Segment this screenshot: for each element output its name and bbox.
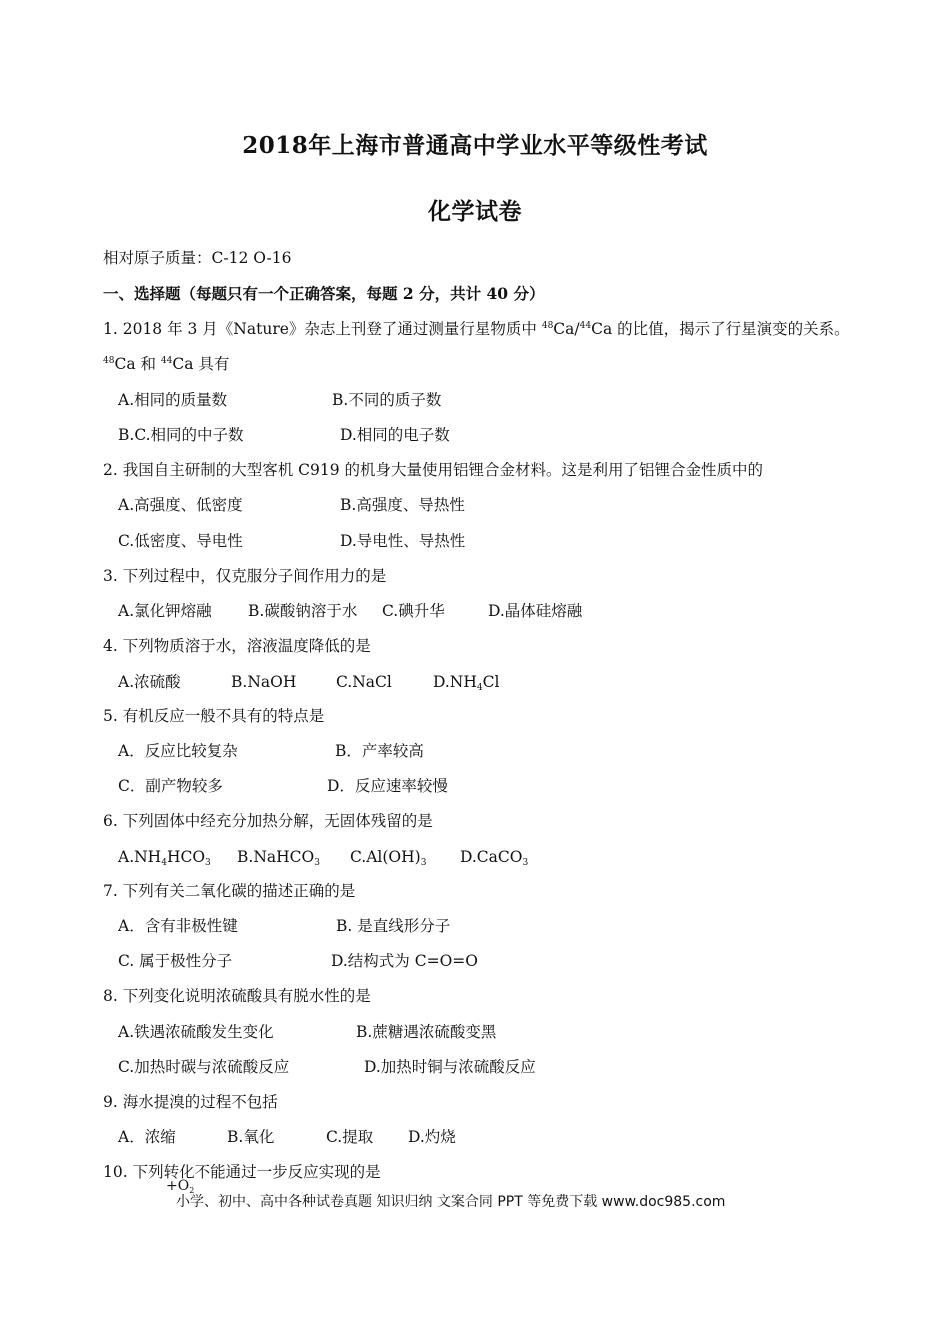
q5-option-c: C．副产物较多: [118, 777, 223, 795]
q2-option-c: C.低密度、导电性: [118, 532, 243, 550]
q4-optd-text-b: Cl: [482, 673, 500, 691]
page-subtitle: 化学试卷: [428, 198, 522, 225]
question-3-stem: 3. 下列过程中，仅克服分子间作用力的是: [103, 567, 387, 585]
question-1-stem-cont: [103, 354, 229, 374]
q3-option-a: A.氯化钾熔融: [118, 602, 212, 620]
o2-text: +O: [166, 1178, 190, 1194]
q6-opta-text: A.NH: [118, 848, 162, 866]
q4-optd-sub: 4: [476, 683, 483, 693]
q1-sup-4: 44: [160, 356, 173, 366]
q1-sup-3: 48: [103, 356, 115, 366]
q6-option-b: [237, 847, 320, 867]
q6-optd-sub: 3: [522, 858, 529, 868]
q1-text-c: Ca 的比值，揭示了行星演变的关系。: [591, 320, 850, 338]
q1-sup-1: 48: [541, 321, 554, 331]
question-9-stem: 9. 海水提溴的过程不包括: [103, 1093, 278, 1111]
q9-option-c: C.提取: [326, 1128, 374, 1146]
question-7-stem: 7. 下列有关二氧化碳的描述正确的是: [103, 882, 356, 900]
question-6-stem: 6. 下列固体中经充分加热分解，无固体残留的是: [103, 812, 433, 830]
q8-option-d: D.加热时铜与浓硫酸反应: [364, 1058, 536, 1076]
q8-option-b: B.蔗糖遇浓硫酸变黑: [356, 1023, 497, 1041]
q2-option-b: B.高强度、导热性: [340, 496, 465, 514]
q8-option-a: A.铁遇浓硫酸发生变化: [118, 1023, 274, 1041]
q6-optd-text: D.CaCO: [460, 848, 523, 866]
q4-option-c: C.NaCl: [336, 673, 392, 691]
q6-option-a: [118, 847, 211, 867]
q4-optd-text: D.NH: [433, 673, 477, 691]
q3-option-c: C.碘升华: [382, 602, 445, 620]
q3-option-b: B.碳酸钠溶于水: [248, 602, 358, 620]
q5-option-a: A．反应比较复杂: [118, 742, 238, 760]
q6-optc-sub: 3: [420, 858, 427, 868]
q6-optb-sub: 3: [314, 858, 320, 868]
question-2-stem: 2. 我国自主研制的大型客机 C919 的机身大量使用铝锂合金材料。这是利用了铝锂合金性质中的: [103, 461, 764, 479]
q6-opta-sub2: 3: [205, 858, 211, 868]
q1-text-e: Ca 具有: [172, 355, 230, 373]
q7-option-a: A．含有非极性键: [118, 917, 238, 935]
q7-option-b: B. 是直线形分子: [336, 917, 451, 935]
q2-option-a: A.高强度、低密度: [118, 496, 243, 514]
q4-option-b: B.NaOH: [231, 673, 297, 691]
q9-option-b: B.氧化: [227, 1128, 275, 1146]
q1-option-b: B.不同的质子数: [332, 391, 442, 409]
watermark-footer: 小学、初中、高中各种试卷真题 知识归纳 文案合同 PPT 等免费下载 www.doc985.com: [176, 1194, 726, 1210]
atomic-mass-line: 相对原子质量：C-12 O-16: [103, 249, 292, 267]
question-8-stem: 8. 下列变化说明浓硫酸具有脱水性的是: [103, 987, 371, 1005]
q6-opta-sub1: 4: [161, 858, 167, 868]
q6-optc-text: C.Al(OH): [350, 848, 421, 866]
q1-text-b: Ca/: [553, 320, 580, 338]
question-10-stem: 10. 下列转化不能通过一步反应实现的是: [103, 1163, 381, 1181]
q7-option-d: D.结构式为 C=O=O: [331, 952, 478, 970]
q3-option-d: D.晶体硅熔融: [488, 602, 583, 620]
q1-text-d: Ca 和: [114, 355, 161, 373]
q1-sup-2: 44: [579, 321, 592, 331]
question-4-stem: 4. 下列物质溶于水，溶液温度降低的是: [103, 637, 371, 655]
q1-option-c: B.C.相同的中子数: [118, 426, 244, 444]
q8-option-c: C.加热时碳与浓硫酸反应: [118, 1058, 290, 1076]
q4-option-a: A.浓硫酸: [118, 673, 181, 691]
q7-option-c: C. 属于极性分子: [118, 952, 233, 970]
q4-option-d: [433, 672, 499, 692]
q6-option-c: [350, 847, 426, 867]
q1-text-a: 1. 2018 年 3 月《Nature》杂志上刊登了通过测量行星物质中: [103, 320, 542, 338]
q9-option-d: D.灼烧: [408, 1128, 456, 1146]
o2-sub: 2: [189, 1186, 195, 1195]
q6-option-d: [460, 847, 528, 867]
section-heading: 一、选择题（每题只有一个正确答案，每题 2 分，共计 40 分）: [103, 284, 545, 303]
q2-option-d: D.导电性、导热性: [340, 532, 466, 550]
q1-option-d: D.相同的电子数: [340, 426, 450, 444]
page-title: 2018年上海市普通高中学业水平等级性考试: [242, 132, 708, 159]
q5-option-d: D．反应速率较慢: [327, 777, 448, 795]
q9-option-a: A．浓缩: [118, 1128, 176, 1146]
q6-optb-text: B.NaHCO: [237, 848, 315, 866]
q5-option-b: B．产率较高: [335, 742, 424, 760]
q6-opta-text-b: HCO: [166, 848, 206, 866]
q1-option-a: A.相同的质量数: [118, 391, 228, 409]
question-5-stem: 5. 有机反应一般不具有的特点是: [103, 707, 325, 725]
question-1-stem: [103, 319, 850, 339]
